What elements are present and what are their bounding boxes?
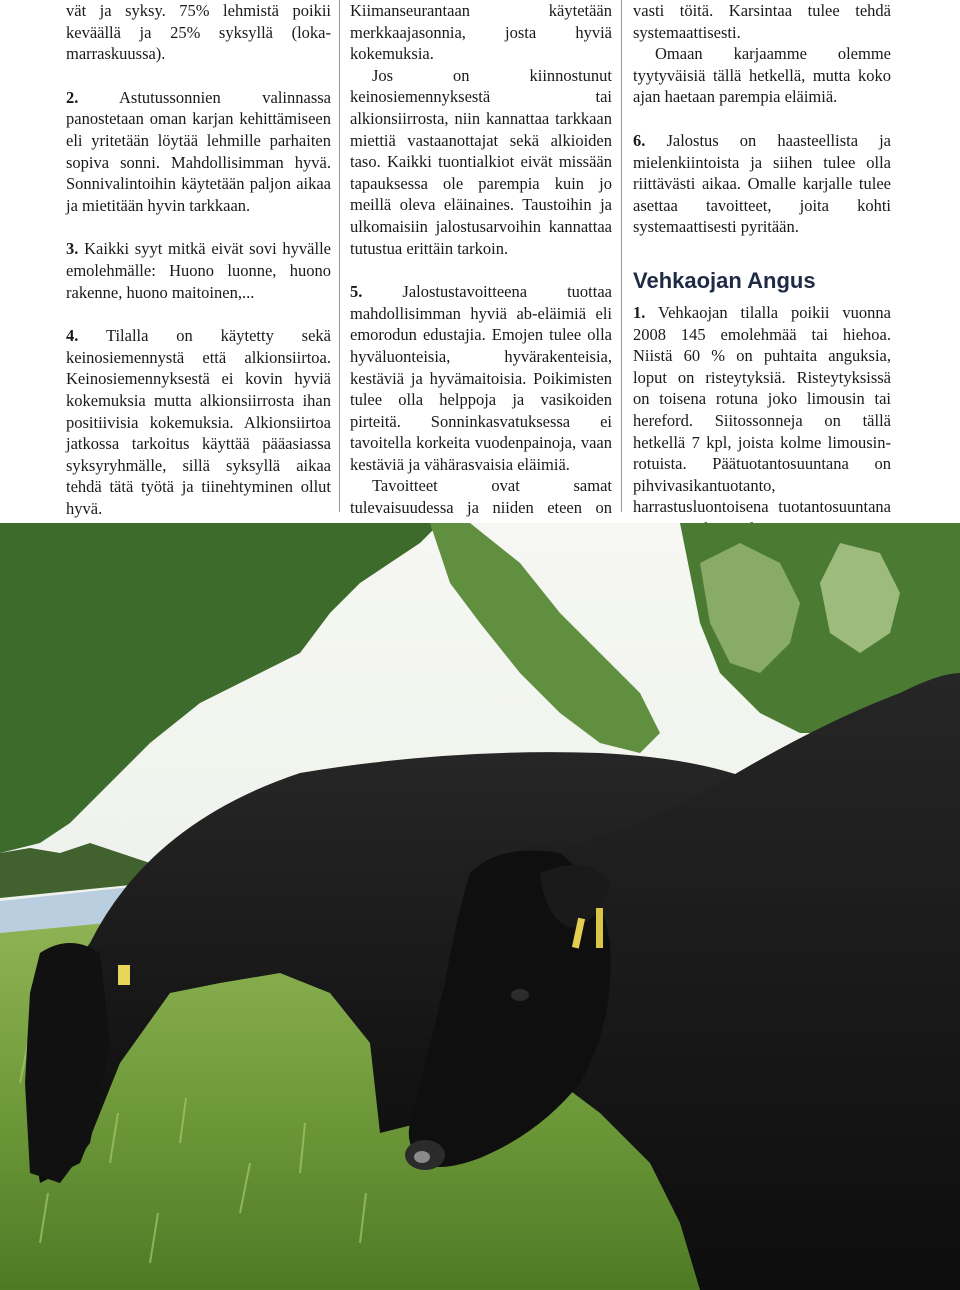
list-item-3 xyxy=(66,238,331,303)
item-text: Tilalla on käytetty sekä keinosiemennystä että alkionsiirtoa. Keinosiemennyksestä ei kovin hyviä kokemuksia mutta alkionsiirrosta ihan positiivisia kokemuksia. Alkionsiirtoa jatkossa tarkoitus käyttää pääasiassa syksyryhmälle, sillä syksyllä aikaa tehdä tätä työtä ja tiinehtyminen ollut hyvä. xyxy=(66,326,332,518)
cow-nostril xyxy=(414,1151,430,1163)
paragraph-omaan-karjaan: Omaan karjaamme olemme tyytyväisiä tällä hetkellä, mutta koko ajan haetaan parempia eläimiä. xyxy=(633,44,891,107)
item-number: 5. xyxy=(350,282,363,302)
list-item-5 xyxy=(350,281,612,475)
item-text: Jalostus on haasteellista ja mielenkiintoista ja siihen tulee olla riittävästi aikaa. Omalle karjalle tulee asettaa tavoitteet, joita kohti systemaattisesti pyritään. xyxy=(633,130,892,237)
list-item-2 xyxy=(66,87,331,217)
item-number: 1. xyxy=(633,302,646,322)
item-text: Jalostustavoitteena tuottaa mahdollisimman hyviä ab-eläimiä eli emorodun edustajia. Emojen tulee olla hyväluonteisia, hyvärakenteisia, kestäviä ja hyvämaitoisia. Poikimisten tulee olla helppoja ja vasikoiden pirteitä. Sonninkasvatuksessa ei tavoitella korkeita vuodenpainoja, vaan kestäviä ja vähärasvaisia eläimiä. xyxy=(350,282,612,474)
item-number: 6. xyxy=(633,130,646,150)
column-divider xyxy=(621,0,622,512)
column-divider xyxy=(339,0,340,512)
paragraph-keinosiemennys: Jos on kiinnostunut keinosiemennyksestä tai alkionsiirrosta, niin kannattaa tarkkaan miettiä vastaanottajat sekä alkioiden taso. Kaikki tuontialkiot eivät missään tapauksessa ole parempia kuin jo meillä oleva eläinaines. Taustoihin ja ulkomaisiin jalostusarvoihin kannattaa tutustua erittäin tarkoin. xyxy=(350,65,612,258)
item-number: 4. xyxy=(66,326,79,346)
section-headline: Vehkaojan Angus xyxy=(633,267,816,293)
text-column-3 xyxy=(633,0,891,539)
cattle-photo xyxy=(0,523,960,1290)
paragraph-tavoitteet: Tavoitteet ovat samat tulevaisuudessa ja niiden eteen on xyxy=(350,476,612,518)
list-item-4 xyxy=(66,325,331,519)
text-column-1 xyxy=(66,0,331,519)
item-number: 3. xyxy=(66,239,79,259)
ear-tag xyxy=(596,908,603,948)
ear-tag xyxy=(118,965,130,985)
item-text: Astutussonnien valinnassa panostetaan oman karjan kehittämiseen eli yritetään löytää lehmille parhaiten sopiva sonni. Mahdollisimman hyvä. Sonnivalintoihin käytetään paljon aikaa ja mietitään hyvin tarkkaan. xyxy=(66,87,331,215)
paragraph-continued: vasti töitä. Karsintaa tulee tehdä systemaattisesti. xyxy=(633,1,891,42)
paragraph-continued: vät ja syksy. 75% lehmistä poikii keväällä ja 25% syksyllä (loka-marraskuussa). xyxy=(66,1,331,64)
list-item-6 xyxy=(633,130,891,238)
item-text: Kaikki syyt mitkä eivät sovi hyvälle emolehmälle: Huono luonne, huono rakenne, huono maitoinen,... xyxy=(66,239,331,302)
item-text: Vehkaojan tilalla poikii vuonna 2008 145 emolehmää tai hiehoa. Niistä 60 % on puhtaita anguksia, loput on risteytyksiä. Risteytyksissä on toisena rotuna joko limousin tai hereford. Siitossonneja on tällä hetkellä 7 kpl, joista kolme limousin-rotuista. Päätuotantosuuntana on pihvivasikantuotanto, harrastusluontoisena tuotantosuuntana xyxy=(633,302,891,517)
list-item-1 xyxy=(633,302,891,540)
paragraph-kiimanseuranta: Kiimanseurantaan käytetään merkkaajasonnia, josta hyviä kokemuksia. xyxy=(350,1,612,64)
text-column-2 xyxy=(350,0,612,540)
cow-eye xyxy=(511,989,529,1001)
item-number: 2. xyxy=(66,87,79,107)
